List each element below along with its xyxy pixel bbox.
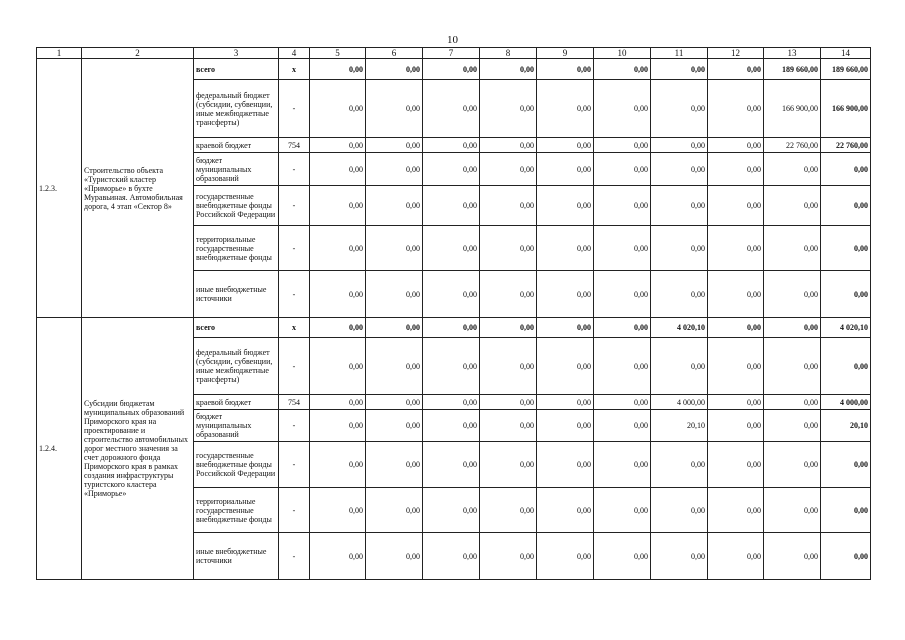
year-value: 0,00 (423, 59, 480, 80)
budget-code: x (279, 318, 310, 338)
year-value: 0,00 (708, 410, 764, 442)
year-value: 0,00 (708, 138, 764, 153)
year-value: 0,00 (537, 153, 594, 186)
year-value: 0,00 (366, 186, 423, 226)
year-value: 0,00 (594, 442, 651, 488)
year-value: 0,00 (651, 59, 708, 80)
year-value: 0,00 (651, 226, 708, 271)
year-value: 0,00 (537, 271, 594, 318)
year-value: 0,00 (423, 533, 480, 580)
budget-code: - (279, 271, 310, 318)
year-value: 0,00 (423, 488, 480, 533)
year-value: 0,00 (423, 338, 480, 395)
budget-code: 754 (279, 138, 310, 153)
column-header: 10 (594, 48, 651, 59)
column-header: 5 (310, 48, 366, 59)
total-value: 0,00 (821, 271, 871, 318)
year-value: 0,00 (594, 59, 651, 80)
year-value: 0,00 (480, 138, 537, 153)
year-value: 0,00 (537, 338, 594, 395)
funding-source: всего (194, 318, 279, 338)
funding-source: бюджет муниципальных образований (194, 153, 279, 186)
funding-source: территориальные государственные внебюджетные фонды (194, 226, 279, 271)
year-value: 0,00 (537, 80, 594, 138)
year-value: 0,00 (764, 318, 821, 338)
year-value: 0,00 (594, 138, 651, 153)
year-value: 0,00 (764, 395, 821, 410)
year-value: 0,00 (708, 318, 764, 338)
budget-code: - (279, 488, 310, 533)
year-value: 0,00 (366, 488, 423, 533)
column-header: 8 (480, 48, 537, 59)
funding-source: государственные внебюджетные фонды Российской Федерации (194, 186, 279, 226)
year-value: 0,00 (764, 226, 821, 271)
year-value: 0,00 (708, 488, 764, 533)
column-header: 2 (82, 48, 194, 59)
year-value: 0,00 (651, 442, 708, 488)
year-value: 0,00 (537, 533, 594, 580)
year-value: 0,00 (537, 488, 594, 533)
year-value: 0,00 (651, 80, 708, 138)
funding-source: иные внебюджетные источники (194, 533, 279, 580)
year-value: 0,00 (764, 186, 821, 226)
column-header: 3 (194, 48, 279, 59)
column-header: 11 (651, 48, 708, 59)
budget-code: - (279, 533, 310, 580)
year-value: 0,00 (366, 80, 423, 138)
year-value: 0,00 (537, 226, 594, 271)
year-value: 4 000,00 (651, 395, 708, 410)
year-value: 0,00 (310, 59, 366, 80)
year-value: 0,00 (708, 338, 764, 395)
year-value: 0,00 (310, 226, 366, 271)
item-index: 1.2.3. (37, 59, 82, 318)
year-value: 0,00 (310, 186, 366, 226)
year-value: 0,00 (366, 59, 423, 80)
column-header: 7 (423, 48, 480, 59)
column-header: 9 (537, 48, 594, 59)
column-header: 4 (279, 48, 310, 59)
total-value: 0,00 (821, 338, 871, 395)
year-value: 0,00 (594, 395, 651, 410)
year-value: 0,00 (480, 271, 537, 318)
total-value: 4 000,00 (821, 395, 871, 410)
year-value: 0,00 (764, 488, 821, 533)
year-value: 0,00 (708, 395, 764, 410)
year-value: 0,00 (594, 338, 651, 395)
year-value: 0,00 (366, 271, 423, 318)
year-value: 0,00 (764, 442, 821, 488)
year-value: 0,00 (480, 338, 537, 395)
item-index: 1.2.4. (37, 318, 82, 580)
year-value: 0,00 (594, 153, 651, 186)
year-value: 0,00 (310, 395, 366, 410)
year-value: 0,00 (651, 153, 708, 186)
year-value: 0,00 (366, 395, 423, 410)
year-value: 0,00 (310, 271, 366, 318)
year-value: 0,00 (708, 59, 764, 80)
year-value: 4 020,10 (651, 318, 708, 338)
page-number: 10 (447, 34, 458, 46)
year-value: 0,00 (423, 226, 480, 271)
year-value: 0,00 (366, 442, 423, 488)
year-value: 0,00 (310, 153, 366, 186)
year-value: 0,00 (594, 186, 651, 226)
total-value: 189 660,00 (821, 59, 871, 80)
year-value: 0,00 (480, 533, 537, 580)
header-row (37, 48, 871, 59)
budget-code: - (279, 226, 310, 271)
year-value: 0,00 (708, 533, 764, 580)
total-value: 0,00 (821, 226, 871, 271)
funding-source: территориальные государственные внебюджетные фонды (194, 488, 279, 533)
year-value: 0,00 (594, 488, 651, 533)
budget-code: - (279, 338, 310, 395)
item-name: Строительство объекта «Туристский кластер «Приморье» в бухте Муравьиная. Автомобильная дорога, 4 этап «Сектор 8» (82, 59, 194, 318)
year-value: 0,00 (480, 318, 537, 338)
year-value: 0,00 (480, 410, 537, 442)
year-value: 0,00 (764, 153, 821, 186)
budget-table (36, 47, 871, 580)
year-value: 0,00 (708, 186, 764, 226)
year-value: 0,00 (764, 271, 821, 318)
year-value: 0,00 (480, 488, 537, 533)
year-value: 166 900,00 (764, 80, 821, 138)
year-value: 0,00 (423, 442, 480, 488)
year-value: 0,00 (594, 318, 651, 338)
year-value: 22 760,00 (764, 138, 821, 153)
year-value: 0,00 (708, 226, 764, 271)
year-value: 0,00 (423, 80, 480, 138)
year-value: 0,00 (708, 153, 764, 186)
funding-source: всего (194, 59, 279, 80)
year-value: 0,00 (651, 186, 708, 226)
year-value: 0,00 (366, 410, 423, 442)
budget-code: x (279, 59, 310, 80)
year-value: 0,00 (764, 338, 821, 395)
year-value: 0,00 (423, 410, 480, 442)
column-header: 12 (708, 48, 764, 59)
year-value: 0,00 (310, 80, 366, 138)
budget-code: - (279, 410, 310, 442)
table-row (37, 318, 871, 338)
total-value: 4 020,10 (821, 318, 871, 338)
item-name: Субсидии бюджетам муниципальных образований Приморского края на проектирование и строительство автомобильных дорог местного значения за счет дорожного фонда Приморского края в рамках создания инфраструктуры туристского кластера «Приморье» (82, 318, 194, 580)
total-value: 0,00 (821, 442, 871, 488)
total-value: 0,00 (821, 186, 871, 226)
budget-code: - (279, 153, 310, 186)
total-value: 22 760,00 (821, 138, 871, 153)
year-value: 0,00 (537, 442, 594, 488)
year-value: 0,00 (651, 271, 708, 318)
year-value: 0,00 (480, 442, 537, 488)
column-header: 1 (37, 48, 82, 59)
total-value: 0,00 (821, 488, 871, 533)
year-value: 0,00 (366, 338, 423, 395)
budget-code: - (279, 186, 310, 226)
year-value: 0,00 (708, 271, 764, 318)
year-value: 0,00 (651, 488, 708, 533)
funding-source: федеральный бюджет (субсидии, субвенции, иные межбюджетные трансферты) (194, 80, 279, 138)
year-value: 0,00 (708, 80, 764, 138)
budget-code: - (279, 80, 310, 138)
year-value: 20,10 (651, 410, 708, 442)
table-row (37, 59, 871, 80)
budget-code: 754 (279, 395, 310, 410)
year-value: 0,00 (537, 410, 594, 442)
year-value: 0,00 (423, 271, 480, 318)
funding-source: федеральный бюджет (субсидии, субвенции, иные межбюджетные трансферты) (194, 338, 279, 395)
total-value: 0,00 (821, 533, 871, 580)
year-value: 0,00 (480, 80, 537, 138)
year-value: 0,00 (537, 59, 594, 80)
year-value: 189 660,00 (764, 59, 821, 80)
column-header: 13 (764, 48, 821, 59)
year-value: 0,00 (423, 318, 480, 338)
year-value: 0,00 (594, 533, 651, 580)
funding-source: краевой бюджет (194, 138, 279, 153)
year-value: 0,00 (480, 59, 537, 80)
year-value: 0,00 (537, 186, 594, 226)
year-value: 0,00 (594, 271, 651, 318)
year-value: 0,00 (537, 138, 594, 153)
funding-source: государственные внебюджетные фонды Российской Федерации (194, 442, 279, 488)
year-value: 0,00 (366, 153, 423, 186)
year-value: 0,00 (651, 138, 708, 153)
year-value: 0,00 (423, 395, 480, 410)
year-value: 0,00 (423, 186, 480, 226)
total-value: 166 900,00 (821, 80, 871, 138)
funding-source: краевой бюджет (194, 395, 279, 410)
year-value: 0,00 (366, 533, 423, 580)
year-value: 0,00 (310, 138, 366, 153)
year-value: 0,00 (651, 533, 708, 580)
total-value: 20,10 (821, 410, 871, 442)
year-value: 0,00 (480, 226, 537, 271)
year-value: 0,00 (764, 410, 821, 442)
year-value: 0,00 (594, 410, 651, 442)
year-value: 0,00 (480, 395, 537, 410)
year-value: 0,00 (480, 153, 537, 186)
year-value: 0,00 (537, 395, 594, 410)
year-value: 0,00 (310, 318, 366, 338)
year-value: 0,00 (366, 138, 423, 153)
year-value: 0,00 (310, 338, 366, 395)
column-header: 14 (821, 48, 871, 59)
year-value: 0,00 (366, 226, 423, 271)
year-value: 0,00 (423, 153, 480, 186)
year-value: 0,00 (594, 80, 651, 138)
total-value: 0,00 (821, 153, 871, 186)
year-value: 0,00 (480, 186, 537, 226)
year-value: 0,00 (651, 338, 708, 395)
year-value: 0,00 (366, 318, 423, 338)
year-value: 0,00 (764, 533, 821, 580)
year-value: 0,00 (708, 442, 764, 488)
year-value: 0,00 (594, 226, 651, 271)
year-value: 0,00 (310, 442, 366, 488)
year-value: 0,00 (310, 533, 366, 580)
year-value: 0,00 (423, 138, 480, 153)
year-value: 0,00 (537, 318, 594, 338)
funding-source: иные внебюджетные источники (194, 271, 279, 318)
funding-source: бюджет муниципальных образований (194, 410, 279, 442)
budget-code: - (279, 442, 310, 488)
column-header: 6 (366, 48, 423, 59)
year-value: 0,00 (310, 488, 366, 533)
year-value: 0,00 (310, 410, 366, 442)
